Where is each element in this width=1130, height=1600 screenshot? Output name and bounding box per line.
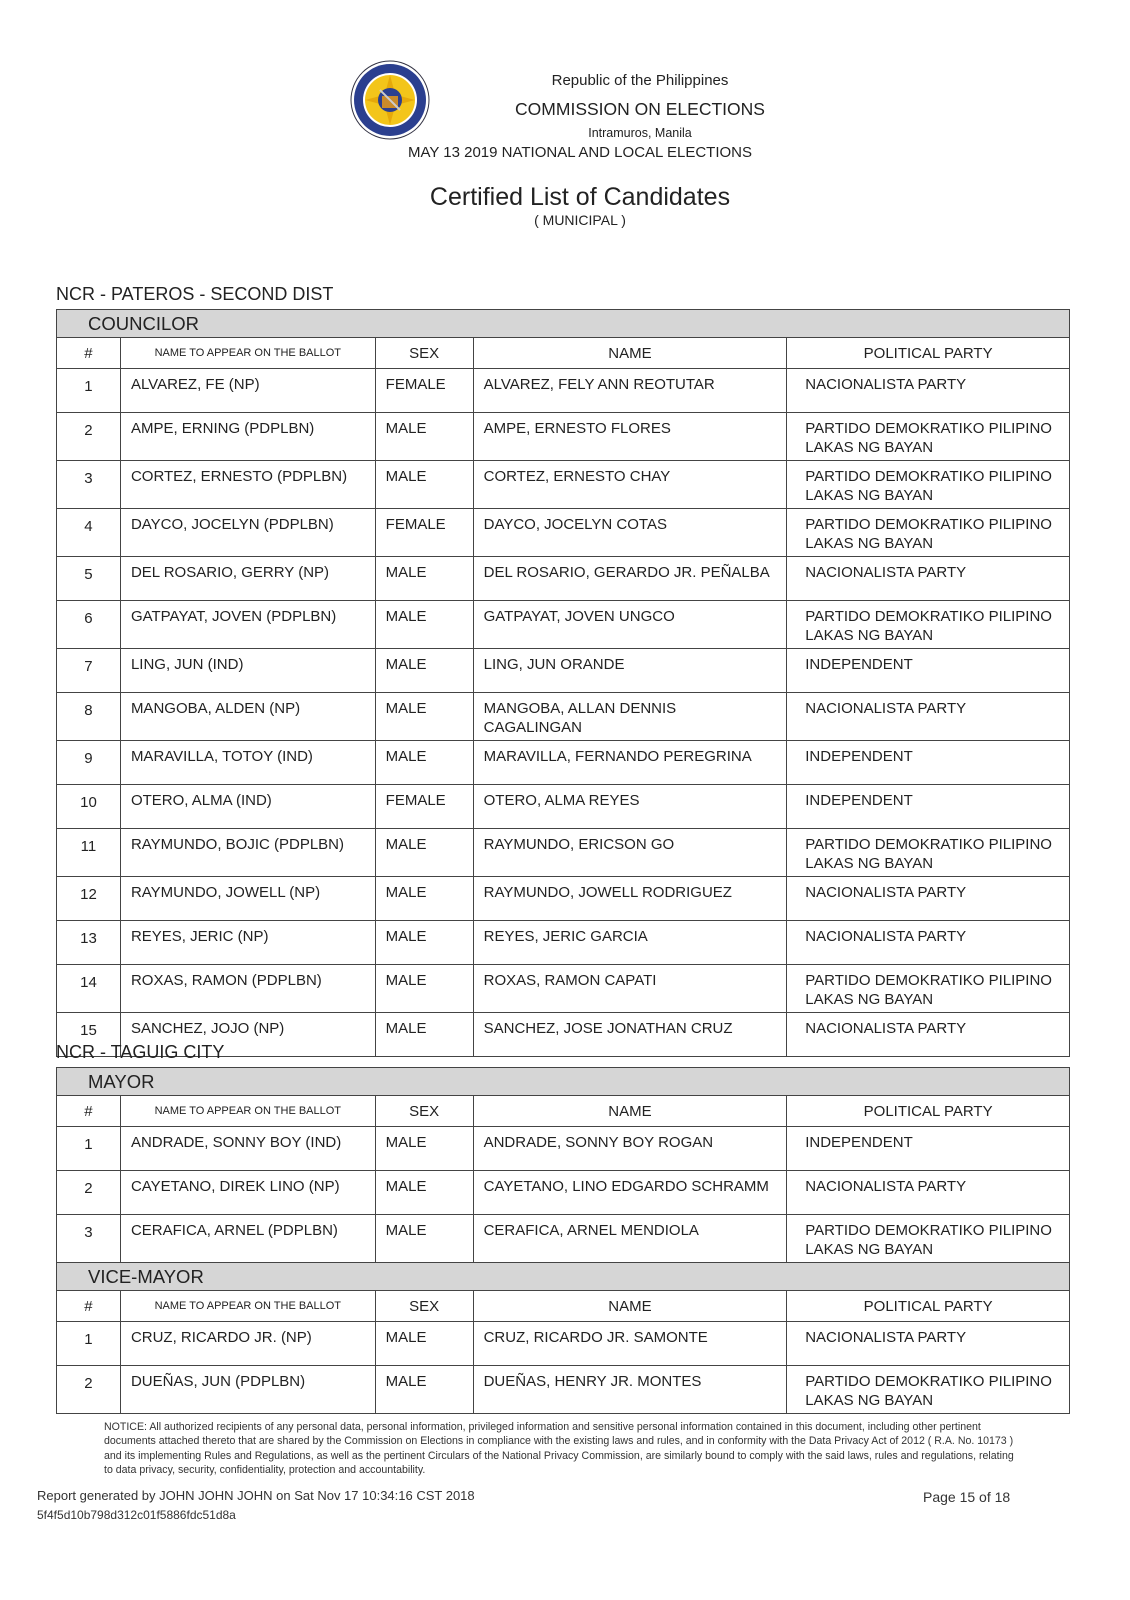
ballot-name: RAYMUNDO, JOWELL (NP) [120, 877, 375, 921]
ballot-name: CAYETANO, DIREK LINO (NP) [120, 1171, 375, 1215]
column-header-ballot: NAME TO APPEAR ON THE BALLOT [120, 338, 375, 369]
candidate-full-name: OTERO, ALMA REYES [473, 785, 787, 829]
candidate-sex: MALE [375, 693, 473, 741]
candidate-full-name: AMPE, ERNESTO FLORES [473, 413, 787, 461]
political-party: PARTIDO DEMOKRATIKO PILIPINO LAKAS NG BAYAN [787, 965, 1070, 1013]
candidate-number: 6 [57, 601, 121, 649]
table-row [57, 921, 1070, 965]
political-party: NACIONALISTA PARTY [787, 1013, 1070, 1057]
table-row [57, 413, 1070, 461]
column-header-party: POLITICAL PARTY [787, 1096, 1070, 1127]
column-header-num: # [57, 1291, 121, 1322]
ballot-name: ALVAREZ, FE (NP) [120, 369, 375, 413]
candidate-sex: MALE [375, 1322, 473, 1366]
column-header-ballot: NAME TO APPEAR ON THE BALLOT [120, 1291, 375, 1322]
table-row [57, 509, 1070, 557]
table-row [57, 601, 1070, 649]
ballot-name: GATPAYAT, JOVEN (PDPLBN) [120, 601, 375, 649]
candidate-full-name: ROXAS, RAMON CAPATI [473, 965, 787, 1013]
column-header-row [57, 338, 1070, 369]
candidate-full-name: ANDRADE, SONNY BOY ROGAN [473, 1127, 787, 1171]
political-party: PARTIDO DEMOKRATIKO PILIPINO LAKAS NG BAYAN [787, 829, 1070, 877]
ballot-name: DEL ROSARIO, GERRY (NP) [120, 557, 375, 601]
candidate-number: 2 [57, 1366, 121, 1414]
column-header-num: # [57, 338, 121, 369]
table-row [57, 741, 1070, 785]
table-row [57, 1215, 1070, 1263]
report-generated-text: Report generated by JOHN JOHN JOHN on Sat Nov 17 10:34:16 CST 2018 [37, 1488, 475, 1503]
column-header-sex: SEX [375, 1096, 473, 1127]
candidate-number: 2 [57, 1171, 121, 1215]
candidate-full-name: MANGOBA, ALLAN DENNIS CAGALINGAN [473, 693, 787, 741]
candidate-number: 3 [57, 1215, 121, 1263]
document-title: Certified List of Candidates [429, 183, 731, 211]
candidate-sex: MALE [375, 601, 473, 649]
political-party: INDEPENDENT [787, 785, 1070, 829]
candidate-sex: MALE [375, 965, 473, 1013]
page-number: Page 15 of 18 [923, 1489, 1011, 1505]
candidate-full-name: DUEÑAS, HENRY JR. MONTES [473, 1366, 787, 1414]
candidate-number: 13 [57, 921, 121, 965]
candidate-full-name: DAYCO, JOCELYN COTAS [473, 509, 787, 557]
table-row [57, 369, 1070, 413]
political-party: NACIONALISTA PARTY [787, 557, 1070, 601]
political-party: NACIONALISTA PARTY [787, 877, 1070, 921]
ballot-name: MARAVILLA, TOTOY (IND) [120, 741, 375, 785]
ballot-name: CORTEZ, ERNESTO (PDPLBN) [120, 461, 375, 509]
republic-label: Republic of the Philippines [551, 72, 729, 89]
agency-name: COMMISSION ON ELECTIONS [515, 99, 765, 119]
candidate-number: 1 [57, 369, 121, 413]
candidate-number: 8 [57, 693, 121, 741]
candidate-full-name: CORTEZ, ERNESTO CHAY [473, 461, 787, 509]
ballot-name: MANGOBA, ALDEN (NP) [120, 693, 375, 741]
candidate-sex: FEMALE [375, 369, 473, 413]
column-header-name: NAME [473, 338, 787, 369]
candidate-sex: MALE [375, 741, 473, 785]
candidate-number: 7 [57, 649, 121, 693]
candidate-sex: MALE [375, 413, 473, 461]
candidate-full-name: ALVAREZ, FELY ANN REOTUTAR [473, 369, 787, 413]
column-header-name: NAME [473, 1291, 787, 1322]
candidate-sex: MALE [375, 1171, 473, 1215]
candidate-sex: FEMALE [375, 509, 473, 557]
ballot-name: ROXAS, RAMON (PDPLBN) [120, 965, 375, 1013]
district-heading: NCR - PATEROS - SECOND DIST [56, 284, 334, 304]
ballot-name: CERAFICA, ARNEL (PDPLBN) [120, 1215, 375, 1263]
candidate-number: 11 [57, 829, 121, 877]
position-title: COUNCILOR [57, 310, 1070, 338]
table-row [57, 965, 1070, 1013]
ballot-name: AMPE, ERNING (PDPLBN) [120, 413, 375, 461]
candidate-number: 1 [57, 1322, 121, 1366]
candidate-number: 12 [57, 877, 121, 921]
column-header-num: # [57, 1096, 121, 1127]
political-party: PARTIDO DEMOKRATIKO PILIPINO LAKAS NG BAYAN [787, 1366, 1070, 1414]
table-row [57, 1171, 1070, 1215]
ballot-name: OTERO, ALMA (IND) [120, 785, 375, 829]
ballot-name: ANDRADE, SONNY BOY (IND) [120, 1127, 375, 1171]
ballot-name: REYES, JERIC (NP) [120, 921, 375, 965]
ballot-name: DAYCO, JOCELYN (PDPLBN) [120, 509, 375, 557]
candidate-number: 3 [57, 461, 121, 509]
candidate-sex: MALE [375, 1215, 473, 1263]
candidate-sex: MALE [375, 1127, 473, 1171]
column-header-row [57, 1291, 1070, 1322]
political-party: NACIONALISTA PARTY [787, 1171, 1070, 1215]
table-row [57, 1366, 1070, 1414]
candidate-full-name: LING, JUN ORANDE [473, 649, 787, 693]
ballot-name: RAYMUNDO, BOJIC (PDPLBN) [120, 829, 375, 877]
candidate-full-name: RAYMUNDO, ERICSON GO [473, 829, 787, 877]
political-party: NACIONALISTA PARTY [787, 369, 1070, 413]
table-row [57, 829, 1070, 877]
position-header-row [57, 310, 1070, 338]
political-party: NACIONALISTA PARTY [787, 1322, 1070, 1366]
candidate-full-name: RAYMUNDO, JOWELL RODRIGUEZ [473, 877, 787, 921]
table-row [57, 1322, 1070, 1366]
column-header-sex: SEX [375, 338, 473, 369]
ballot-name: LING, JUN (IND) [120, 649, 375, 693]
table-row [57, 1127, 1070, 1171]
position-title: VICE-MAYOR [57, 1263, 1070, 1291]
column-header-row [57, 1096, 1070, 1127]
candidate-number: 2 [57, 413, 121, 461]
ballot-name: DUEÑAS, JUN (PDPLBN) [120, 1366, 375, 1414]
agency-location: Intramuros, Manila [588, 126, 692, 140]
candidate-number: 10 [57, 785, 121, 829]
candidate-sex: MALE [375, 461, 473, 509]
political-party: INDEPENDENT [787, 649, 1070, 693]
table-row [57, 649, 1070, 693]
political-party: INDEPENDENT [787, 741, 1070, 785]
column-header-sex: SEX [375, 1291, 473, 1322]
political-party: NACIONALISTA PARTY [787, 921, 1070, 965]
candidate-full-name: CRUZ, RICARDO JR. SAMONTE [473, 1322, 787, 1366]
candidate-full-name: MARAVILLA, FERNANDO PEREGRINA [473, 741, 787, 785]
political-party: INDEPENDENT [787, 1127, 1070, 1171]
position-header-row [57, 1068, 1070, 1096]
candidate-full-name: GATPAYAT, JOVEN UNGCO [473, 601, 787, 649]
position-header-row [57, 1263, 1070, 1291]
candidate-sex: MALE [375, 921, 473, 965]
candidate-full-name: DEL ROSARIO, GERARDO JR. PEÑALBA [473, 557, 787, 601]
candidate-number: 15 [57, 1013, 121, 1057]
candidate-sex: FEMALE [375, 785, 473, 829]
ballot-name: SANCHEZ, JOJO (NP) [120, 1013, 375, 1057]
candidate-full-name: SANCHEZ, JOSE JONATHAN CRUZ [473, 1013, 787, 1057]
table-row [57, 693, 1070, 741]
candidate-sex: MALE [375, 1366, 473, 1414]
political-party: PARTIDO DEMOKRATIKO PILIPINO LAKAS NG BAYAN [787, 601, 1070, 649]
ballot-name: CRUZ, RICARDO JR. (NP) [120, 1322, 375, 1366]
candidate-number: 9 [57, 741, 121, 785]
candidate-number: 1 [57, 1127, 121, 1171]
report-hash: 5f4f5d10b798d312c01f5886fdc51d8a [37, 1508, 236, 1522]
candidate-full-name: REYES, JERIC GARCIA [473, 921, 787, 965]
political-party: PARTIDO DEMOKRATIKO PILIPINO LAKAS NG BAYAN [787, 461, 1070, 509]
column-header-ballot: NAME TO APPEAR ON THE BALLOT [120, 1096, 375, 1127]
table-row [57, 461, 1070, 509]
column-header-party: POLITICAL PARTY [787, 1291, 1070, 1322]
political-party: NACIONALISTA PARTY [787, 693, 1070, 741]
column-header-name: NAME [473, 1096, 787, 1127]
document-subtitle: ( MUNICIPAL ) [534, 212, 626, 228]
privacy-notice: NOTICE: All authorized recipients of any personal data, personal information, privileged information and sensitive personal information contained in this document, including other pertinent documents attached thereto that are shared by the Commission on Elections in compliance with the existing laws and rules, and in conformity with the Data Privacy Act of 2012 ( R.A. No. 10173 ) and its implementing Rules and Regulations, as well as the pertinent Circulars of the National Privacy Commission, are similarly bound to comply with the said laws, rules and regulations, relating to data privacy, security, confidentiality, protection and accountability. [104, 1421, 1014, 1476]
position-title: MAYOR [57, 1068, 1070, 1096]
table-row [57, 877, 1070, 921]
candidate-sex: MALE [375, 1013, 473, 1057]
election-name: MAY 13 2019 NATIONAL AND LOCAL ELECTIONS [407, 144, 753, 161]
table-row [57, 785, 1070, 829]
political-party: PARTIDO DEMOKRATIKO PILIPINO LAKAS NG BAYAN [787, 413, 1070, 461]
candidate-sex: MALE [375, 877, 473, 921]
candidate-sex: MALE [375, 649, 473, 693]
candidate-number: 14 [57, 965, 121, 1013]
political-party: PARTIDO DEMOKRATIKO PILIPINO LAKAS NG BAYAN [787, 1215, 1070, 1263]
political-party: PARTIDO DEMOKRATIKO PILIPINO LAKAS NG BAYAN [787, 509, 1070, 557]
candidate-full-name: CAYETANO, LINO EDGARDO SCHRAMM [473, 1171, 787, 1215]
candidate-number: 5 [57, 557, 121, 601]
district-heading: NCR - TAGUIG CITY [56, 1042, 225, 1062]
table-row [57, 557, 1070, 601]
candidate-full-name: CERAFICA, ARNEL MENDIOLA [473, 1215, 787, 1263]
candidate-sex: MALE [375, 557, 473, 601]
column-header-party: POLITICAL PARTY [787, 338, 1070, 369]
candidate-sex: MALE [375, 829, 473, 877]
candidates-table [56, 309, 1070, 1057]
candidate-number: 4 [57, 509, 121, 557]
candidates-table [56, 1067, 1070, 1414]
